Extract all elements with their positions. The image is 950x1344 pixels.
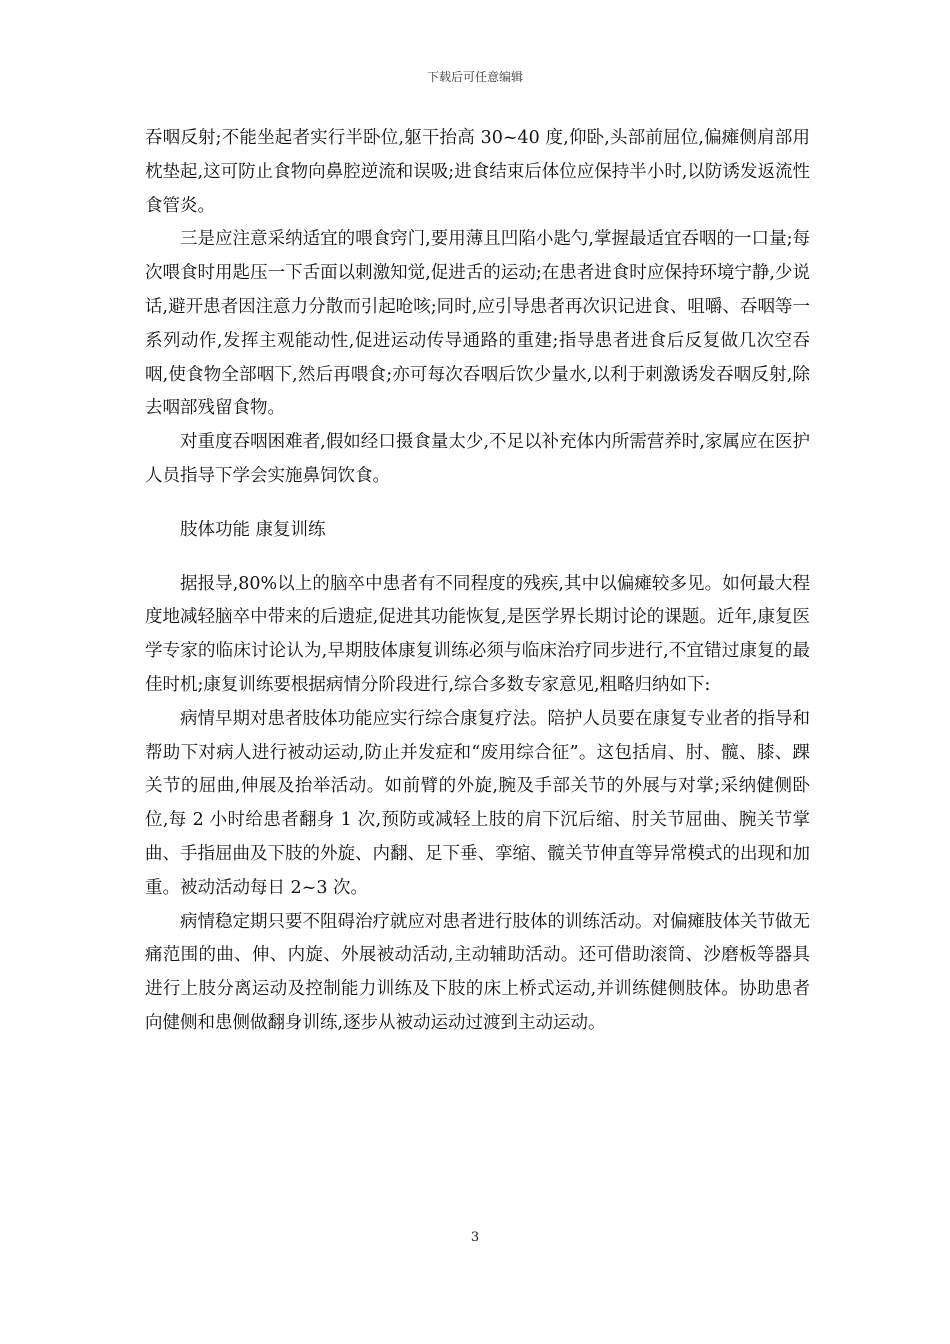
paragraph-early-stage: 病情早期对患者肢体功能应实行综合康复疗法。陪护人员要在康复专业者的指导和帮助下对病人进行被动运动,防止并发症和“废用综合征”。这包括肩、肘、髋、膝、踝关节的屈曲,伸展及抬举活动。如前臂的外旋,腕及手部关节的外展与对掌;采纳健侧卧位,每 2 小时给患者翻身 1 次,预防或减轻上肢的肩下沉后缩、肘关节屈曲、腕关节掌曲、手指屈曲及下肢的外旋、内翻、足下垂、挛缩、髋关节伸直等异常模式的出现和加重。被动活动每日 2~3 次。 <box>145 708 810 898</box>
paragraph-feeding-tips: 三是应注意采纳适宜的喂食窍门,要用薄且凹陷小匙勺,掌握最适宜吞咽的一口量;每次喂食时用匙压一下舌面以刺激知觉,促进舌的运动;在患者进食时应保持环境宁静,少说话,避开患者因注意力分散而引起呛咳;同时,应引导患者再次识记进食、咀嚼、吞咽等一系列动作,发挥主观能动性,促进运动传导通路的重建;指导患者进食后反复做几次空吞咽,使食物全部咽下,然后再喂食;亦可每次吞咽后饮少量水,以利于刺激诱发吞咽反射,除去咽部残留食物。 <box>145 229 810 419</box>
page-header: 下载后可任意编辑 <box>426 70 523 84</box>
document-body <box>145 122 810 1041</box>
paragraph-continuation: 吞咽反射;不能坐起者实行半卧位,躯干抬高 30~40 度,仰卧,头部前屈位,偏瘫侧肩部用枕垫起,这可防止食物向鼻腔逆流和误吸;进食结束后体位应保持半小时,以防诱发返流性食管炎。 <box>145 128 810 216</box>
paragraph-stable-stage: 病情稳定期只要不阻碍治疗就应对患者进行肢体的训练活动。对偏瘫肢体关节做无痛范围的曲、伸、内旋、外展被动活动,主动辅助活动。还可借助滚筒、沙磨板等器具进行上肢分离运动及控制能力训练及下肢的床上桥式运动,并训练健侧肢体。协助患者向健侧和患侧做翻身训练,逐步从被动运动过渡到主动运动。 <box>145 911 810 1033</box>
paragraph-rehab-intro: 据报导,80%以上的脑卒中患者有不同程度的残疾,其中以偏瘫较多见。如何最大程度地减轻脑卒中带来的后遗症,促进其功能恢复,是医学界长期讨论的课题。近年,康复医学专家的临床讨论认为,早期肢体康复训练必须与临床治疗同步进行,不宜错过康复的最佳时机;康复训练要根据病情分阶段进行,综合多数专家意见,粗略归纳如下: <box>145 573 810 695</box>
section-heading: 肢体功能 康复训练 <box>180 519 326 540</box>
page-number: 3 <box>470 1230 480 1245</box>
paragraph-nasal-feeding: 对重度吞咽困难者,假如经口摄食量太少,不足以补充体内所需营养时,家属应在医护人员指导下学会实施鼻饲饮食。 <box>145 432 810 486</box>
